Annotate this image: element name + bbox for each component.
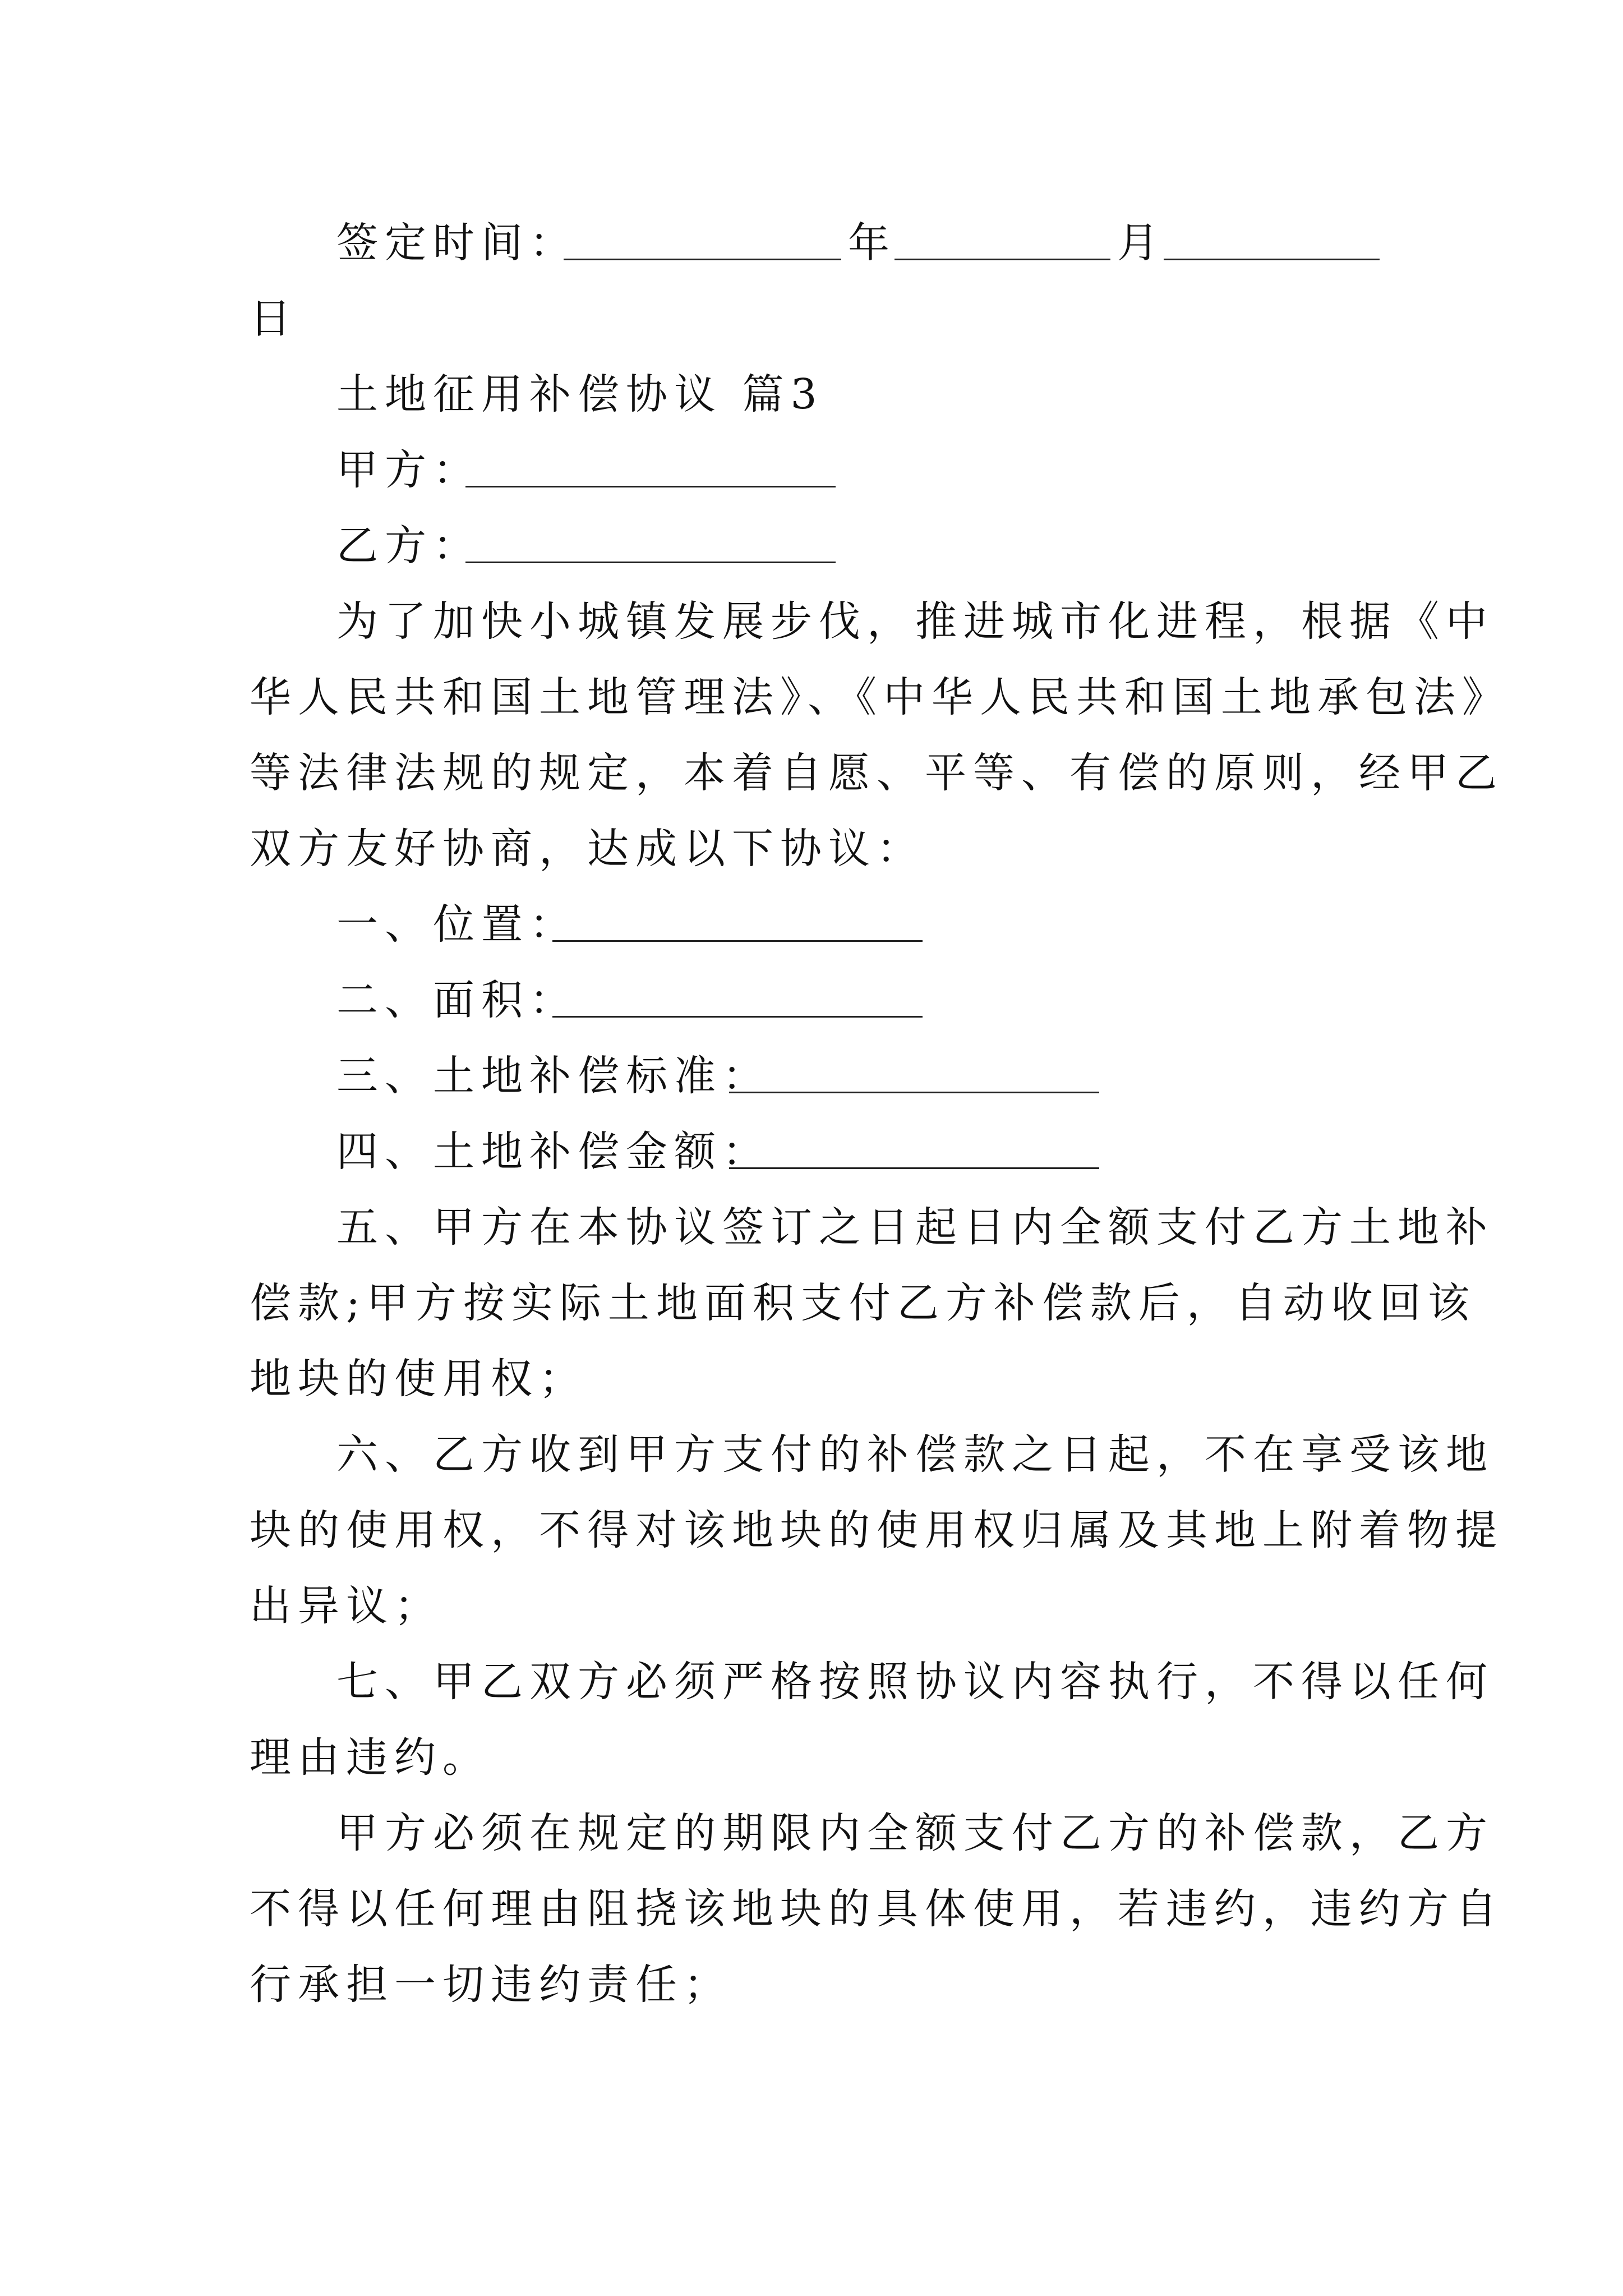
- preamble-line: 等法律法规的规定，本着自愿、平等、有偿的原则，经甲乙: [250, 749, 1504, 797]
- signing-day-label: 日: [250, 295, 298, 343]
- item-6-line: 块的使用权，不得对该地块的使用权归属及其地上附着物提: [250, 1506, 1504, 1554]
- item-5-line: 地块的使用权；: [250, 1355, 587, 1403]
- item-amount-line: [0, 1114, 1623, 1190]
- signing-date-line: [0, 205, 1623, 281]
- item-location-line: [0, 886, 1623, 963]
- signing-year-blank: [564, 259, 841, 260]
- closing-line: 不得以任何理由阻挠该地块的具体使用，若违约，违约方自: [250, 1885, 1504, 1933]
- preamble-line: 为了加快小城镇发展步伐，推进城市化进程，根据《中: [336, 597, 1494, 646]
- item-standard-label: 三、土地补偿标准：: [336, 1052, 771, 1100]
- item-5-line: 五、甲方在本协议签订之日起日内全额支付乙方土地补: [336, 1203, 1494, 1251]
- item-location-label: 一、位置：: [336, 900, 578, 949]
- item-7-line: 七、甲乙双方必须严格按照协议内容执行，不得以任何: [336, 1658, 1494, 1706]
- party-a-blank: [465, 486, 836, 487]
- signing-day-blank: [1164, 259, 1380, 260]
- item-5-line: 偿款;甲方按实际土地面积支付乙方补偿款后，自动收回该: [250, 1279, 1476, 1327]
- signing-day-line: [0, 280, 1623, 357]
- item-6-line: 出异议；: [250, 1582, 442, 1630]
- party-b-blank: [465, 562, 836, 563]
- item-area-line: [0, 962, 1623, 1038]
- signing-date-label: 签定时间：: [336, 219, 578, 267]
- party-b-line: [0, 508, 1623, 584]
- closing-line: 甲方必须在规定的期限内全额支付乙方的补偿款，乙方: [336, 1809, 1494, 1857]
- preamble-line: 双方友好协商，达成以下协议：: [250, 825, 925, 873]
- party-a-label: 甲方：: [336, 446, 481, 494]
- party-a-line: [0, 432, 1623, 508]
- closing-line: 行承担一切违约责任；: [250, 1961, 732, 2009]
- item-standard-line: [0, 1038, 1623, 1114]
- item-area-blank: [552, 1016, 923, 1018]
- party-b-label: 乙方：: [336, 522, 481, 570]
- item-amount-label: 四、土地补偿金额：: [336, 1128, 771, 1176]
- item-standard-blank: [729, 1092, 1099, 1093]
- agreement-title: 土地征用补偿协议 篇3: [336, 370, 824, 418]
- item-location-blank: [552, 940, 923, 942]
- item-area-label: 二、面积：: [336, 976, 578, 1024]
- item-amount-blank: [729, 1167, 1099, 1169]
- signing-month-blank: [895, 259, 1110, 260]
- item-7-line: 理由违约。: [250, 1733, 491, 1782]
- signing-month-label: 月: [1117, 219, 1165, 267]
- item-6-line: 六、乙方收到甲方支付的补偿款之日起，不在享受该地: [336, 1430, 1494, 1479]
- preamble-line: 华人民共和国土地管理法》、《中华人民共和国土地承包法》: [250, 673, 1510, 721]
- signing-year-label: 年: [848, 219, 896, 267]
